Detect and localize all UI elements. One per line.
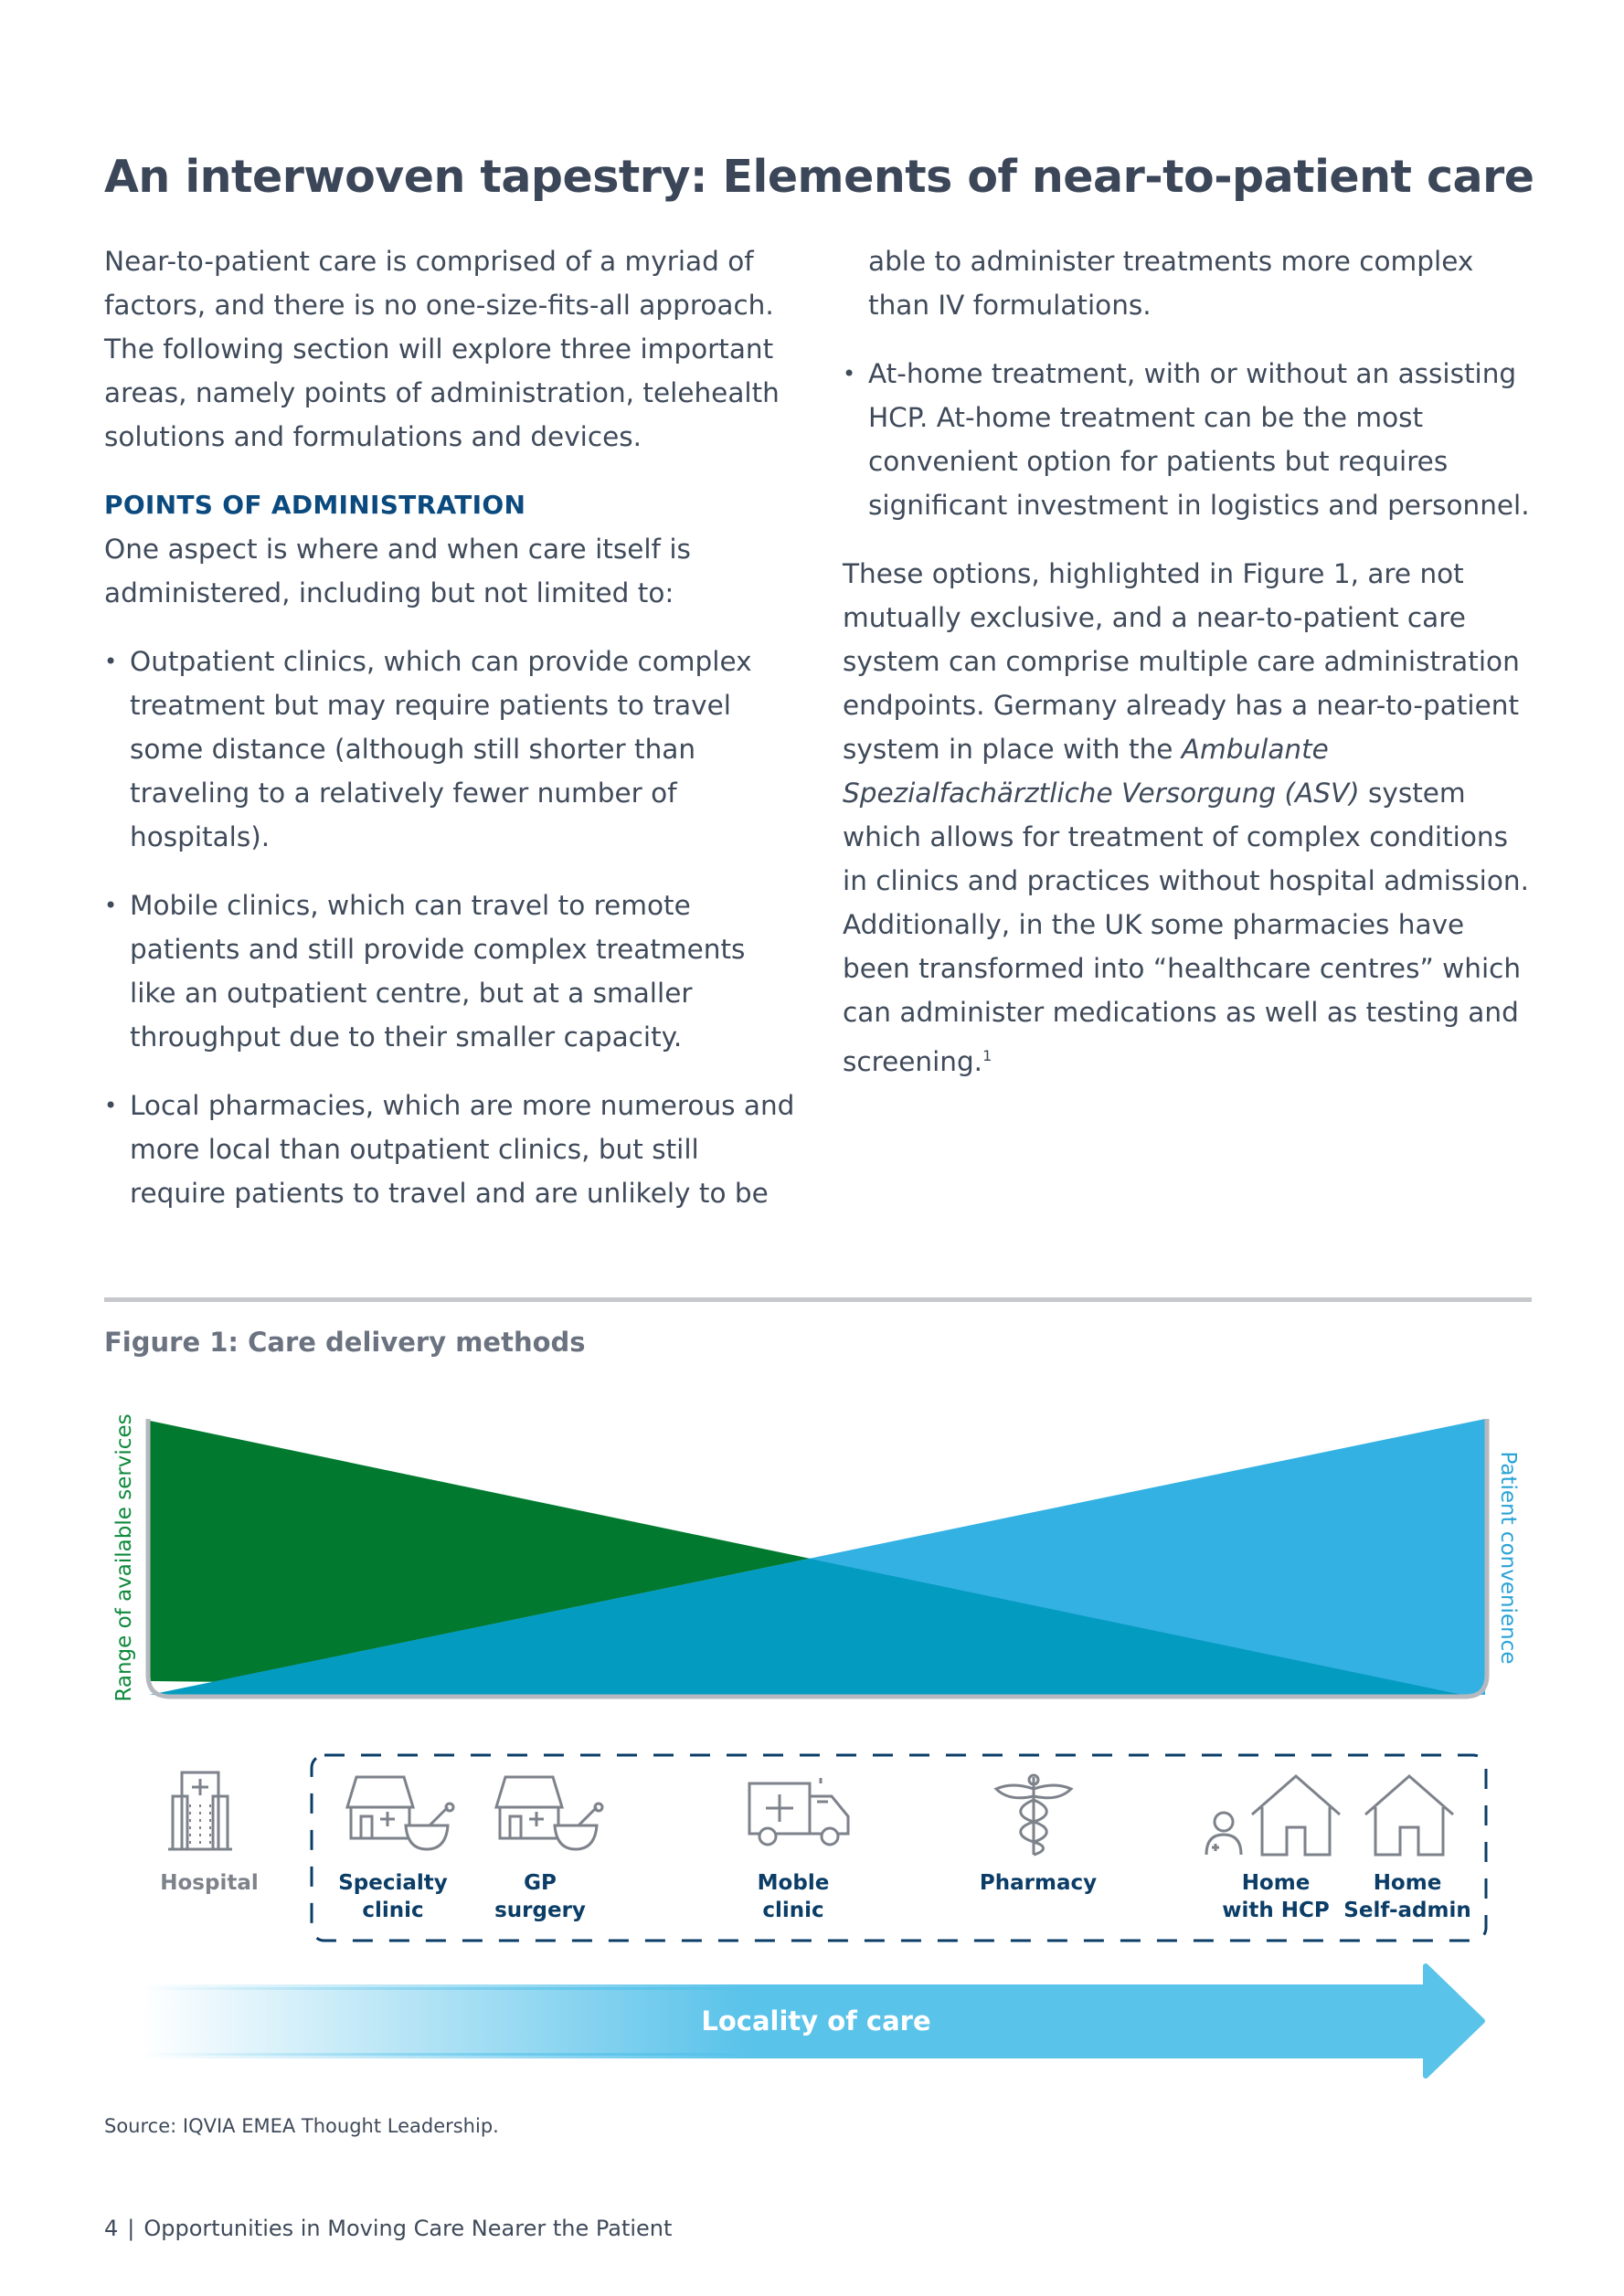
specialty-clinic-icon bbox=[347, 1777, 453, 1849]
mobile-clinic-label: Moble clinic bbox=[757, 1871, 830, 1922]
locality-arrow-label: Locality of care bbox=[701, 2005, 931, 2037]
home-with-hcp-icon bbox=[1206, 1776, 1340, 1855]
figure-source: Source: IQVIA EMEA Thought Leadership. bbox=[104, 2115, 499, 2137]
section-lead: One aspect is where and when care itself is administered, including but not limited to: bbox=[104, 534, 691, 608]
home-with-hcp-label: Home with HCP bbox=[1222, 1871, 1330, 1922]
home-self-admin-label: Home Self-admin bbox=[1343, 1871, 1471, 1922]
page-footer bbox=[104, 2216, 672, 2241]
gp-surgery-icon bbox=[496, 1777, 602, 1849]
bullet-icon: • bbox=[843, 361, 856, 386]
list-item: • Local pharmacies, which are more numerous and more local than outpatient clinics, but still require patients to travel and are unlikely to be bbox=[104, 1084, 799, 1215]
footer-doc-title: Opportunities in Moving Care Nearer the Patient bbox=[143, 2216, 673, 2241]
pharmacy-label: Pharmacy bbox=[979, 1871, 1098, 1895]
right-axis-label: Patient convenience bbox=[1496, 1451, 1520, 1665]
intro-paragraph: Near-to-patient care is comprised of a myriad of factors, and there is no one-size-fits-all approach. The following section will explore three important areas, namely points of administration, telehealth solutions and formulations and devices. bbox=[104, 246, 780, 452]
caduceus-icon bbox=[996, 1775, 1071, 1855]
hospital-icon bbox=[168, 1772, 232, 1849]
list-item: • Mobile clinics, which can travel to remote patients and still provide complex treatments like an outpatient centre, but at a smaller throughput due to their smaller capacity. bbox=[104, 883, 799, 1059]
bullet-continuation: able to administer treatments more complex than IV formulations. bbox=[868, 246, 1474, 321]
specialty-clinic-label: Specialty clinic bbox=[338, 1871, 448, 1922]
page-title: An interwoven tapestry: Elements of near-to-patient care bbox=[104, 151, 1534, 203]
footnote-ref[interactable]: 1 bbox=[982, 1047, 992, 1064]
gp-surgery-label: GP surgery bbox=[494, 1871, 586, 1922]
list-item: • At-home treatment, with or without an assisting HCP. At-home treatment can be the most convenient option for patients but requires significant investment in logistics and personnel. bbox=[843, 352, 1537, 527]
home-icon bbox=[1365, 1776, 1453, 1855]
ambulance-icon bbox=[749, 1778, 848, 1845]
list-item: • Outpatient clinics, which can provide complex treatment but may require patients to travel some distance (although still shorter than traveling to a relatively fewer number of hospitals). bbox=[104, 640, 799, 859]
section-heading: POINTS OF ADMINISTRATION bbox=[104, 490, 526, 520]
bullet-icon: • bbox=[104, 893, 118, 918]
footer-separator: | bbox=[127, 2216, 135, 2241]
page-number: 4 bbox=[104, 2216, 119, 2241]
figure-title: Figure 1: Care delivery methods bbox=[104, 1327, 586, 1358]
left-axis-label: Range of available services bbox=[112, 1413, 136, 1702]
bullet-icon: • bbox=[104, 1093, 118, 1118]
bullet-icon: • bbox=[104, 649, 118, 674]
hospital-label: Hospital bbox=[160, 1871, 259, 1895]
body-paragraph: These options, highlighted in Figure 1, are not mutually exclusive, and a near-to-patient care system can comprise multiple care administration endpoints. Germany already has a near-to-patient system in place with the Ambulante Spezialfachärztliche Versorgung (ASV) system which allows for treatment of complex conditions in clinics and practices without hospital admission. Additionally, in the UK some pharmacies have been transformed into “healthcare centres” which can administer medications as well as testing and screening.$^1$ bbox=[843, 558, 1529, 1077]
